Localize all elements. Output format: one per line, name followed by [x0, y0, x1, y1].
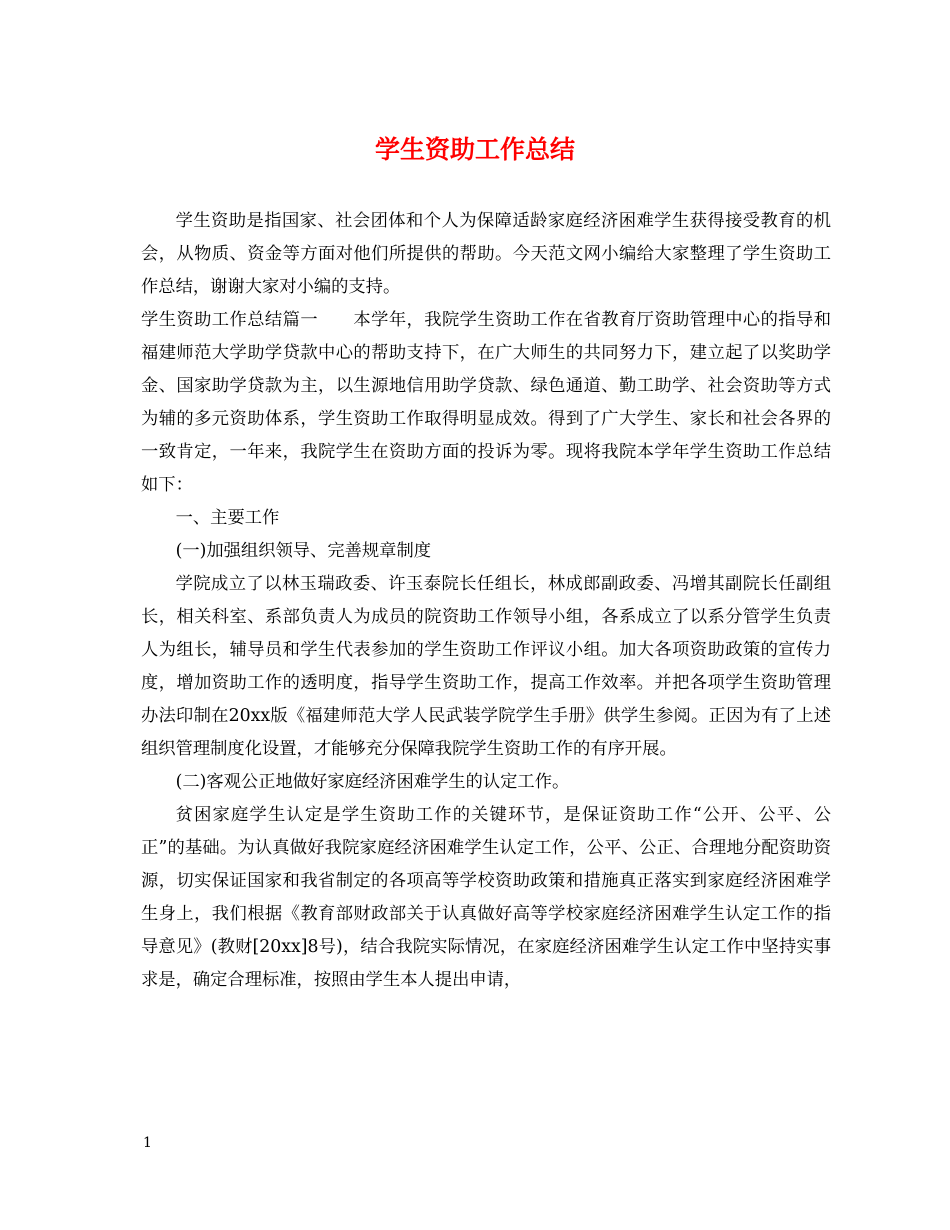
document-body — [141, 205, 831, 997]
subheading-organization: (一)加强组织领导、完善规章制度 — [175, 541, 432, 561]
paragraph-organization: 学院成立了以林玉瑞政委、许玉泰院长任组长，林成郎副政委、冯增其副院长任副组长，相关科室、系部负责人为成员的院资助工作领导小组，各系成立了以系分管学生负责人为组长，辅导员和学生代表参加的学生资助工作评议小组。加大各项资助政策的宣传力度，增加资助工作的透明度，指导学生资助工作，提高工作效率。并把各项学生资助管理办法印制在20xx版《福建师范大学人民武装学院学生手册》供学生参阅。正因为有了上述组织管理制度化设置，才能够充分保障我院学生资助工作的有序开展。 — [141, 574, 831, 759]
subheading-identification: (二)客观公正地做好家庭经济困难学生的认定工作。 — [175, 772, 570, 792]
heading-main-work: 一、主要工作 — [175, 508, 280, 528]
paragraph-identification: 贫困家庭学生认定是学生资助工作的关键环节，是保证资助工作“公开、公平、公正”的基础。为认真做好我院家庭经济困难学生认定工作，公平、公正、合理地分配资助资源，切实保证国家和我省制定的各项高等学校资助政策和措施真正落实到家庭经济困难学生身上，我们根据《教育部财政部关于认真做好高等学校家庭经济困难学生认定工作的指导意见》(教财[20xx]8号)，结合我院实际情况，在家庭经济困难学生认定工作中坚持实事求是，确定合理标准，按照由学生本人提出申请， — [141, 805, 831, 990]
paragraph-summary-part-one: 学生资助工作总结篇一 本学年，我院学生资助工作在省教育厅资助管理中心的指导和福建师范大学助学贷款中心的帮助支持下，在广大师生的共同努力下，建立起了以奖助学金、国家助学贷款为主，以生源地信用助学贷款、绿色通道、勤工助学、社会资助等方式为辅的多元资助体系，学生资助工作取得明显成效。得到了广大学生、家长和社会各界的一致肯定，一年来，我院学生在资助方面的投诉为零。现将我院本学年学生资助工作总结如下： — [141, 310, 831, 495]
page-number: 1 — [143, 1135, 152, 1151]
document-title: 学生资助工作总结 — [374, 135, 575, 164]
paragraph-intro: 学生资助是指国家、社会团体和个人为保障适龄家庭经济困难学生获得接受教育的机会，从物质、资金等方面对他们所提供的帮助。今天范文网小编给大家整理了学生资助工作总结，谢谢大家对小编的支持。 — [141, 211, 831, 297]
